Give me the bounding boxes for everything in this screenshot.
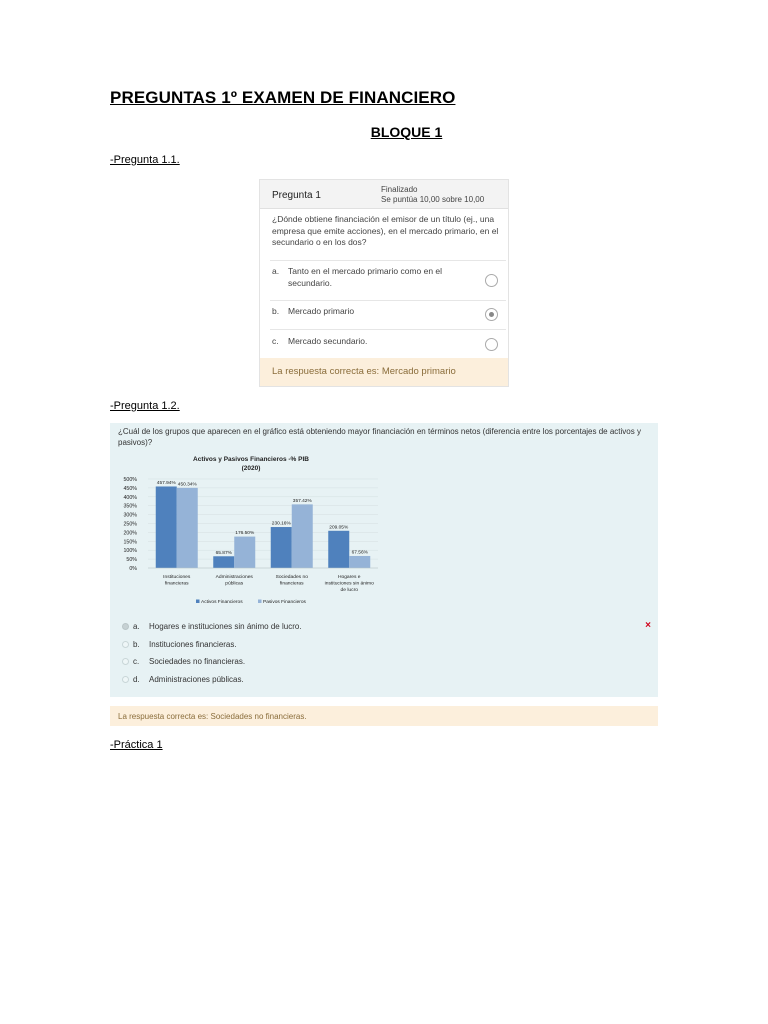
y-tick-label: 500% [123,477,137,483]
radio-option-a[interactable] [122,623,129,630]
x-category-label: financieras [279,581,304,587]
section-label-practice: -Práctica 1 [110,739,163,751]
question1-text: ¿Dónde obtiene financiación el emisor de un título (ej., una empresa que emite acciones), en el mercado primario, en el secundario o en los dos? [272,214,499,247]
question1-feedback: La respuesta correcta es: Mercado primario [260,358,508,386]
radio-option-b[interactable] [122,641,129,648]
chart-bars [156,480,371,568]
option-text: Tanto en el mercado primario como en el secundario. [288,266,443,288]
radio-option-b[interactable] [485,308,498,321]
divider [270,260,506,261]
question2-card [110,423,658,697]
financial-assets-chart [110,451,390,613]
legend-swatch [258,600,262,604]
option-letter: a. [272,266,280,276]
x-category-label: Administraciones [215,575,253,580]
y-tick-label: 250% [123,521,137,528]
chart-x-axis [148,568,378,593]
bar-activos [156,486,177,568]
chart-title: Activos y Pasivos Financieros -% PIB [193,456,309,463]
legend-label: Pasivos Financieros [263,600,306,605]
y-tick-label: 100% [123,548,137,555]
question2-feedback: La respuesta correcta es: Sociedades no financieras. [110,706,658,726]
data-label: 450.34% [177,482,197,488]
y-tick-label: 200% [123,530,137,537]
option-letter: b. [133,640,140,649]
x-category-label: públicas [225,581,244,587]
bar-pasivos [177,488,198,568]
divider [270,300,506,301]
option-text: Instituciones financieras. [149,640,237,649]
y-tick-label: 400% [123,494,137,501]
option-letter: c. [133,657,140,666]
question1-header [260,180,508,209]
x-category-label: Sociedades no [275,575,308,580]
radio-option-c[interactable] [485,338,498,351]
divider [270,329,506,330]
bar-pasivos [234,537,255,568]
data-label: 230.16% [271,521,291,527]
data-label: 176.50% [235,531,255,537]
option-text: Sociedades no financieras. [149,657,246,666]
chart-legend [196,599,307,605]
y-tick-label: 50% [126,557,137,564]
x-category-label: de lucro [340,588,358,593]
section-label-q1: -Pregunta 1.1. [110,154,180,166]
question2-text: ¿Cuál de los grupos que aparecen en el gráfico está obteniendo mayor financiación en términos netos (diferencia entre los porcentajes de activos y pasivos)? [118,427,641,447]
chart-y-axis [123,477,137,572]
radio-option-a[interactable] [485,274,498,287]
question1-card [259,179,509,387]
option-text: Administraciones públicas. [149,675,244,684]
x-category-label: Instituciones [163,575,191,580]
option-letter: a. [133,622,140,631]
y-tick-label: 150% [123,539,137,546]
option-letter: d. [133,675,140,684]
question1-state: Finalizado [381,185,418,194]
radio-option-c[interactable] [122,658,129,665]
data-label: 457.94% [156,480,176,486]
data-label: 357.42% [292,498,312,504]
question1-status [381,185,484,205]
option-text: Hogares e instituciones sin ánimo de lucro. [149,622,302,631]
data-label: 67.56% [351,550,368,556]
data-label: 65.87% [215,550,232,556]
question1-score: Se puntúa 10,00 sobre 10,00 [381,195,485,204]
section-label-q2: -Pregunta 1.2. [110,400,180,412]
document-title: PREGUNTAS 1º EXAMEN DE FINANCIERO [110,88,456,107]
wrong-answer-icon: × [645,620,651,631]
bar-activos [328,531,349,568]
y-tick-label: 0% [129,566,137,572]
legend-swatch [196,600,200,604]
radio-option-d[interactable] [122,676,129,683]
x-category-label: financieras [164,581,189,587]
x-category-label: Hogares e [337,575,361,580]
option-text: Mercado primario [288,306,355,316]
data-label: 209.05% [329,525,349,531]
bar-activos [213,556,234,568]
option-letter: b. [272,306,280,316]
legend-label: Activos Financieros [201,600,243,605]
block-title: BLOQUE 1 [370,124,443,140]
y-tick-label: 300% [123,512,137,519]
bar-pasivos [349,556,370,568]
bar-pasivos [292,504,313,568]
chart-subtitle: (2020) [241,465,261,472]
option-letter: c. [272,336,279,346]
y-tick-label: 350% [123,503,137,510]
option-text: Mercado secundario. [288,336,368,346]
x-category-label: instituciones sin ánimo [324,581,374,587]
bar-activos [271,527,292,568]
y-tick-label: 450% [123,485,137,492]
question1-name: Pregunta 1 [272,190,321,201]
